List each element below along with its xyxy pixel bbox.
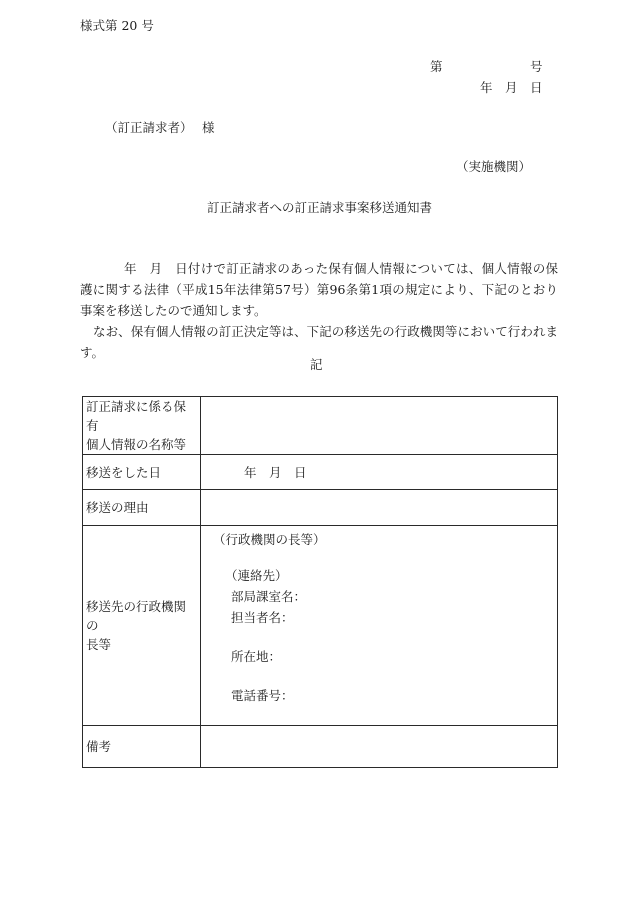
table-row-info-name [83, 397, 558, 455]
ki-heading: 記 [310, 357, 323, 372]
doc-number-suffix: 号 [530, 59, 543, 74]
form-number: 様式第 20 号 [80, 18, 154, 33]
label-transfer-date: 移送をした日 [83, 455, 201, 490]
transfer-details-table [82, 396, 558, 768]
sender-agency: （実施機関） [456, 159, 532, 174]
body-paragraph-2: なお、保有個人情報の訂正決定等は、下記の移送先の行政機関等において行われます。 [80, 324, 558, 360]
destination-contact: （連絡先） [225, 568, 288, 583]
date-month: 月 [505, 80, 518, 95]
label-destination: 移送先の行政機関の 長等 [83, 526, 201, 726]
table-row-destination [83, 526, 558, 726]
destination-head: （行政機関の長等） [213, 532, 326, 547]
value-remarks [201, 726, 558, 768]
value-transfer-reason [201, 490, 558, 526]
value-destination [201, 526, 558, 726]
value-info-name [201, 397, 558, 455]
destination-dept: 部局課室名： [231, 589, 307, 604]
date-year: 年 [480, 80, 493, 95]
value-transfer-date: 年 月 日 [201, 455, 558, 490]
label-transfer-reason: 移送の理由 [83, 490, 201, 526]
destination-person: 担当者名： [231, 610, 294, 625]
doc-number-prefix: 第 [430, 59, 443, 74]
destination-address: 所在地： [231, 649, 282, 664]
label-remarks: 備考 [83, 726, 201, 768]
document-title: 訂正請求者への訂正請求事案移送通知書 [207, 200, 433, 215]
table-row-remarks [83, 726, 558, 768]
table-row-transfer-date [83, 455, 558, 490]
destination-phone: 電話番号： [231, 688, 294, 703]
body-paragraph-1: 年 月 日付けで訂正請求のあった保有個人情報については、個人情報の保護に関する法律（平成15年法律第57号）第96条第1項の規定により、下記のとおり事案を移送したので通知します。 [80, 261, 558, 318]
body-text [80, 258, 558, 363]
recipient-requester: （訂正請求者） [105, 120, 193, 135]
table-row-transfer-reason [83, 490, 558, 526]
date-day: 日 [530, 80, 543, 95]
label-info-name: 訂正請求に係る保有 個人情報の名称等 [83, 397, 201, 455]
recipient-honorific: 様 [202, 120, 215, 135]
